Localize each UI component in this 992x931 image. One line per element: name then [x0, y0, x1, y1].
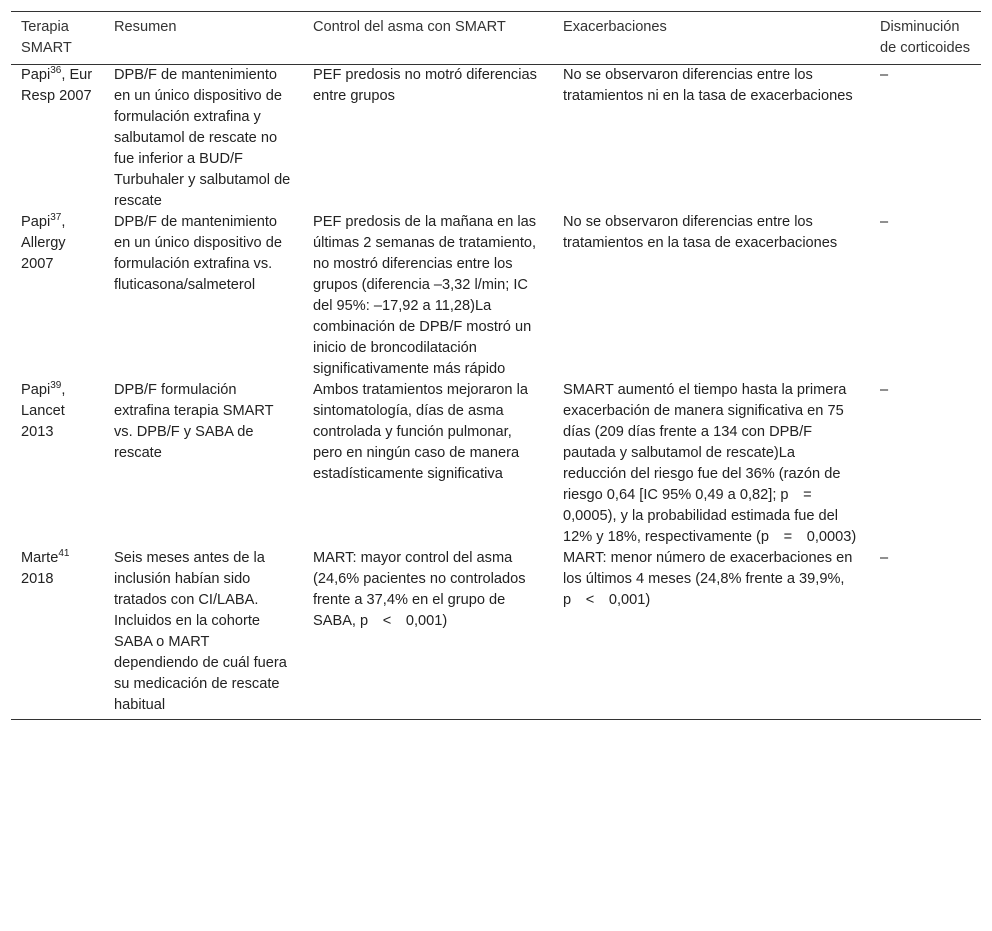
table-row [11, 65, 981, 213]
cell-steroid-reduction: – [880, 382, 889, 398]
cell-summary: DPB/F de mantenimiento en un único dispositivo de formulación extrafina y salbutamol de rescate no fue inferior a BUD/F Turbuhaler y salbutamol de rescate [114, 67, 291, 209]
cell-summary: DPB/F formulación extrafina terapia SMART vs. DPB/F y SABA de rescate [114, 382, 274, 461]
cell-summary: Seis meses antes de la inclusión habían sido tratados con CI/LABA. Incluidos en la cohorte SABA o MART dependiendo de cuál fuera su medicación de rescate habitual [104, 548, 303, 720]
reference-superscript: 37 [50, 212, 62, 223]
cell-summary: DPB/F de mantenimiento en un único dispositivo de formulación extrafina vs. fluticasona/salmeterol [114, 214, 282, 293]
cell-exacerbations: No se observaron diferencias entre los tratamientos en la tasa de exacerbaciones [563, 214, 838, 251]
cell-exacerbations: MART: menor número de exacerbaciones en los últimos 4 meses (24,8% frente a 39,9%, p < 0,001) [553, 548, 870, 720]
cell-steroid-reduction: – [880, 67, 889, 83]
header-terapia-smart: Terapia SMART [11, 12, 104, 65]
cell-exacerbations: No se observaron diferencias entre los tratamientos ni en la tasa de exacerbaciones [563, 67, 853, 104]
smart-therapy-table [11, 11, 981, 720]
header-disminucion-corticoides: Disminución de corticoides [870, 12, 981, 65]
cell-asthma-control: Ambos tratamientos mejoraron la sintomatología, días de asma controlada y función pulmonar, pero en ningún caso de manera estadísticamente significativa [313, 382, 528, 482]
study-source: 2018 [21, 571, 54, 587]
study-source: , Lancet 2013 [21, 382, 66, 440]
cell-asthma-control: MART: mayor control del asma (24,6% pacientes no controlados frente a 37,4% en el grupo de SABA, p < 0,001) [303, 548, 553, 720]
data-table-container [11, 11, 981, 720]
cell-steroid-reduction: – [880, 214, 889, 230]
cell-asthma-control: PEF predosis de la mañana en las últimas 2 semanas de tratamiento, no mostró diferencias entre los grupos (diferencia –3,32 l/min; IC del 95%: –17,92 a 11,28)La combinación de DPB/F mostró un inicio de broncodilatación significativamente más rápido [313, 214, 537, 377]
header-resumen: Resumen [104, 12, 303, 65]
study-author: Papi [21, 214, 51, 230]
cell-steroid-reduction: – [870, 548, 981, 720]
cell-study [11, 380, 104, 548]
cell-study [11, 212, 104, 380]
cell-study [11, 548, 104, 720]
study-source: , Eur Resp 2007 [21, 67, 93, 104]
table-header-row [11, 12, 981, 65]
study-author: Marte [21, 550, 59, 566]
reference-superscript: 36 [50, 65, 62, 76]
study-author: Papi [21, 382, 51, 398]
table-row [11, 212, 981, 380]
reference-superscript: 39 [50, 380, 62, 391]
study-source: , Allergy 2007 [21, 214, 66, 272]
cell-study [11, 65, 104, 213]
study-author: Papi [21, 67, 51, 83]
header-exacerbaciones: Exacerbaciones [553, 12, 870, 65]
reference-superscript: 41 [58, 548, 70, 559]
cell-asthma-control: PEF predosis no motró diferencias entre grupos [313, 67, 537, 104]
header-control-asma: Control del asma con SMART [303, 12, 553, 65]
table-row [11, 548, 981, 720]
cell-exacerbations: SMART aumentó el tiempo hasta la primera exacerbación de manera significativa en 75 días (209 días frente a 134 con DPB/F pautada y salbutamol de rescate)La reducción del riesgo fue del 36% (razón de riesgo 0,64 [IC 95% 0,49 a 0,82]; p = 0,0005), y la probabilidad estimada fue del 12% y 18%, respectivamente (p = 0,0003) [563, 382, 857, 545]
table-row [11, 380, 981, 548]
